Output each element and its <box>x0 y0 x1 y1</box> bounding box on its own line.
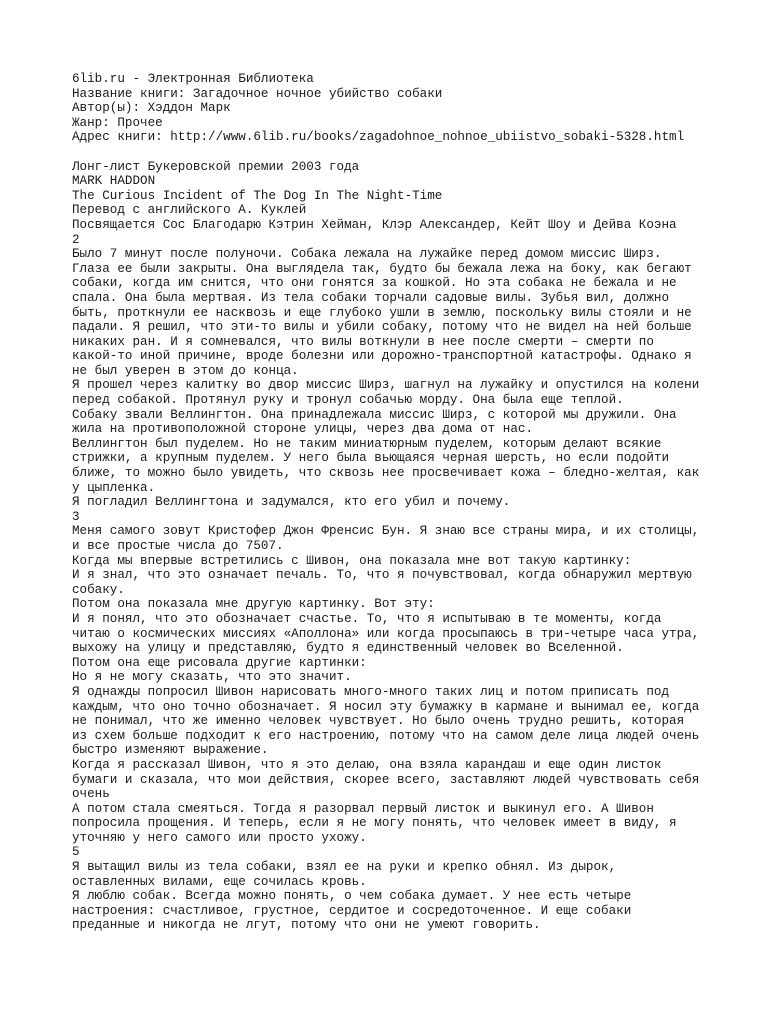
text-line: Я однажды попросил Шивон нарисовать много-много таких лиц и потом приписать под <box>72 684 670 699</box>
text-line: Когда мы впервые встретились с Шивон, она показала мне вот такую картинку: <box>72 553 632 568</box>
text-line: собаки, когда им снится, что они гонятся за кошкой. Но эта собака не бежала и не <box>72 276 677 291</box>
text-line: из схем больше подходит к его настроению, потому что на самом деле лица людей очень <box>72 728 700 743</box>
text-line: 5 <box>72 845 80 860</box>
text-line: быть, проткнули ее насквозь и еще глубоко ушли в землю, поскольку вилы стояли и не <box>72 305 692 320</box>
document-page <box>72 72 712 933</box>
text-line: жила на противоположной стороне улицы, через два дома от нас. <box>72 422 534 437</box>
text-line: The Curious Incident of The Dog In The Night-Time <box>72 188 443 203</box>
text-line: выхожу на улицу и представляю, будто я единственный человек во Вселенной. <box>72 641 624 656</box>
book-address-line: Адрес книги: http://www.6lib.ru/books/zagadohnoe_nohnoe_ubiistvo_sobaki-5328.html <box>72 130 685 145</box>
text-line: Веллингтон был пуделем. Но не таким миниатюрным пуделем, которым делают всякие <box>72 436 662 451</box>
text-line: попросила прощения. И теперь, если я не могу понять, что человек имеет в виду, я <box>72 816 677 831</box>
header-spacer <box>72 145 712 160</box>
text-line: Посвящается Сос Благодарю Кэтрин Хейман, Клэр Александер, Кейт Шоу и Дейва Коэна <box>72 217 677 232</box>
text-line: Но я не могу сказать, что это значит. <box>72 670 352 685</box>
text-line: какой-то иной причине, вроде болезни или дорожно-транспортной катастрофы. Однако я <box>72 349 692 364</box>
text-line: Лонг-лист Букеровской премии 2003 года <box>72 159 360 174</box>
text-line: 3 <box>72 509 80 524</box>
text-line: Я прошел через калитку во двор миссис Ширз, шагнул на лужайку и опустился на колени <box>72 378 700 393</box>
text-line: стрижки, а крупным пуделем. У него была вьющаяся черная шерсть, но если подойти <box>72 451 670 466</box>
site-name-line: 6lib.ru - Электронная Библиотека <box>72 72 314 86</box>
book-header <box>72 72 712 145</box>
text-line: настроения: счастливое, грустное, сердитое и сосредоточенное. И еще собаки <box>72 903 632 918</box>
text-line: Было 7 минут после полуночи. Собака лежала на лужайке перед домом миссис Ширз. <box>72 247 662 262</box>
text-line: собаку. <box>72 582 125 597</box>
text-line: Я погладил Веллингтона и задумался, кто его убил и почему. <box>72 495 511 510</box>
text-line: Глаза ее были закрыты. Она выглядела так, будто бы бежала лежа на боку, как бегают <box>72 261 692 276</box>
text-line: преданные и никогда не лгут, потому что они не умеют говорить. <box>72 918 541 933</box>
text-line: Перевод с английского А. Куклей <box>72 203 307 218</box>
text-line: и все простые числа до 7507. <box>72 539 284 553</box>
text-line: MARK HADDON <box>72 174 156 189</box>
book-title-line: Название книги: Загадочное ночное убийство собаки <box>72 86 443 101</box>
text-line: у цыпленка. <box>72 480 156 495</box>
text-line: читаю о космических миссиях «Аполлона» или когда просыпаюсь в три-четыре часа утра, <box>72 626 700 641</box>
text-line: Собаку звали Веллингтон. Она принадлежала миссис Ширз, с которой мы дружили. Она <box>72 407 677 422</box>
text-line: 2 <box>72 232 80 247</box>
text-line: И я знал, что это означает печаль. То, что я почувствовал, когда обнаружил мертвую <box>72 568 692 583</box>
text-line: уточняю у него самого или просто ухожу. <box>72 830 367 845</box>
text-line: бумаги и сказала, что мои действия, скорее всего, заставляют людей чувствовать себя <box>72 772 700 787</box>
text-line: каждым, что оно точно обозначает. Я носил эту бумажку в кармане и вынимал ее, когда <box>72 699 700 714</box>
book-genre-line: Жанр: Прочее <box>72 115 163 130</box>
book-text <box>72 160 712 933</box>
text-line: А потом стала смеяться. Тогда я разорвал первый листок и выкинул его. А Шивон <box>72 801 654 816</box>
text-line: Я люблю собак. Всегда можно понять, о чем собака думает. У нее есть четыре <box>72 889 632 904</box>
text-line: спала. Она была мертвая. Из тела собаки торчали садовые вилы. Зубья вил, должно <box>72 290 670 305</box>
text-line: очень <box>72 787 110 802</box>
text-line: Я вытащил вилы из тела собаки, взял ее на руки и крепко обнял. Из дырок, <box>72 860 617 875</box>
text-line: падали. Я решил, что эти-то вилы и убили собаку, потому что не видел на ней больше <box>72 320 692 335</box>
text-line: оставленных вилами, еще сочилась кровь. <box>72 874 367 889</box>
text-line: не был уверен в этом до конца. <box>72 363 299 378</box>
text-line: никаких ран. И я сомневался, что вилы воткнули в нее после смерти – смерти по <box>72 334 654 349</box>
text-line: не понимал, что же именно человек чувствует. Но было очень трудно решить, которая <box>72 714 685 729</box>
text-line: И я понял, что это обозначает счастье. То, что я испытываю в те моменты, когда <box>72 611 662 626</box>
text-line: Потом она показала мне другую картинку. Вот эту: <box>72 597 435 612</box>
text-line: Потом она еще рисовала другие картинки: <box>72 655 367 670</box>
text-line: Когда я рассказал Шивон, что я это делаю, она взяла карандаш и еще один листок <box>72 757 662 772</box>
text-line: Меня самого зовут Кристофер Джон Френсис Бун. Я знаю все страны мира, и их столицы, <box>72 524 700 539</box>
text-line: быстро изменяют выражение. <box>72 743 269 758</box>
book-author-line: Автор(ы): Хэддон Марк <box>72 101 231 116</box>
text-line: перед собакой. Протянул руку и тронул собачью морду. Она была еще теплой. <box>72 393 624 408</box>
text-line: ближе, то можно было увидеть, что сквозь нее просвечивает кожа – бледно-желтая, как <box>72 466 700 481</box>
